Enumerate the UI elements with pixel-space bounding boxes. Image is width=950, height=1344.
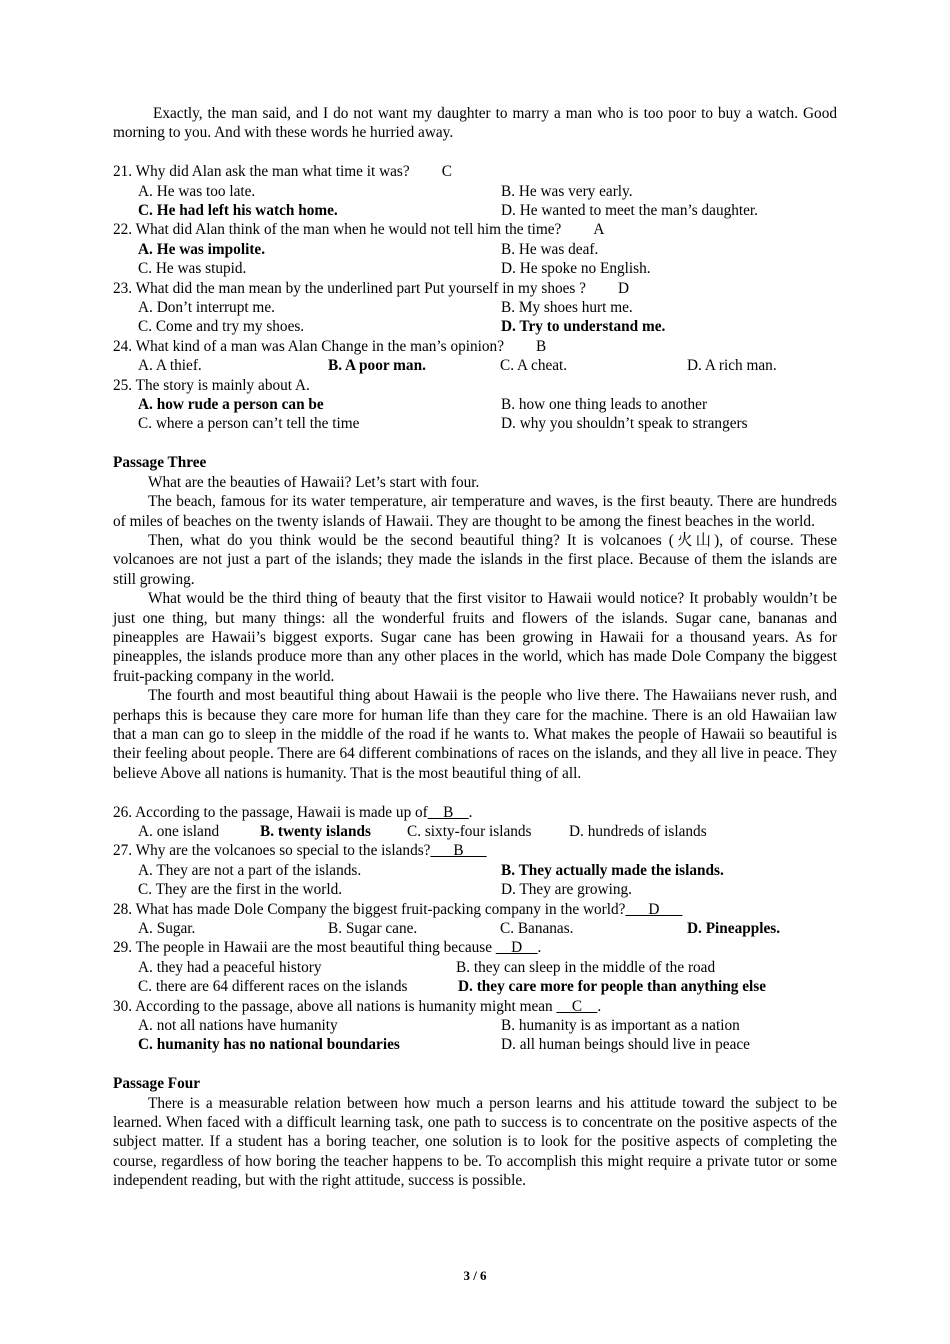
option-a: A. they had a peaceful history (138, 958, 322, 976)
answer-key: B (536, 337, 547, 355)
answer-key: C (441, 163, 452, 181)
option-d: D. He spoke no English. (501, 260, 651, 278)
option-d: D. They are growing. (501, 881, 632, 899)
question-27 (113, 841, 837, 899)
answer-key: D (617, 279, 630, 297)
question-28 (113, 900, 837, 939)
option-b-correct: B. twenty islands (260, 822, 371, 840)
option-b: B. they can sleep in the middle of the road (456, 958, 716, 976)
option-a-correct: A. He was impolite. (138, 240, 266, 258)
question-22 (113, 220, 837, 278)
question-stem: 24. What kind of a man was Alan Change in the man’s opinion? (113, 337, 504, 355)
option-d-correct: D. Try to understand me. (501, 318, 666, 336)
stem-tail: . (537, 939, 542, 957)
option-d: D. hundreds of islands (569, 822, 707, 840)
question-30 (113, 997, 837, 1055)
answer-blank: ___B___ (430, 842, 487, 860)
option-c: C. where a person can’t tell the time (138, 415, 360, 433)
option-c: C. there are 64 different races on the islands (138, 978, 408, 996)
option-b: B. He was deaf. (501, 240, 599, 258)
option-c: C. Come and try my shoes. (138, 318, 305, 336)
answer-key: A (593, 221, 605, 239)
passage-four-heading: Passage Four (113, 1075, 201, 1093)
question-stem: 25. The story is mainly about A. (113, 376, 310, 394)
option-c: C. Bananas. (500, 920, 574, 938)
option-c: C. They are the first in the world. (138, 881, 343, 899)
question-26 (113, 803, 837, 842)
option-d: D. all human beings should live in peace (501, 1036, 750, 1054)
page-number: 3 / 6 (463, 1268, 487, 1283)
option-c-correct: C. He had left his watch home. (138, 202, 338, 220)
stem-tail: . (468, 803, 473, 821)
question-stem: 21. Why did Alan ask the man what time it was? (113, 163, 410, 181)
question-stem: 28. What has made Dole Company the biggest fruit-packing company in the world? (113, 900, 626, 918)
answer-blank: __C__ (556, 997, 598, 1015)
question-23 (113, 279, 837, 337)
passage-three-paragraph: The fourth and most beautiful thing about Hawaii is the people who live there. The Hawaiians never rush, and perhaps this is because they care more for human life than they care for the machine. There is an old Hawaiian law that a man can go to sleep in the middle of the road if he wants to. What makes the people of Hawaii so beautiful is their feeling about people. There are 64 different combinations of races on the islands, and they all live in peace. They believe Above all nations is humanity. That is the most beautiful thing of all. (113, 687, 837, 782)
option-a: A. They are not a part of the islands. (138, 861, 362, 879)
passage-three-paragraph: What are the beauties of Hawaii? Let’s start with four. (148, 473, 480, 491)
option-b-correct: B. A poor man. (328, 357, 426, 375)
option-c-correct: C. humanity has no national boundaries (138, 1036, 400, 1054)
option-d-correct: D. Pineapples. (687, 920, 781, 938)
question-25 (113, 376, 837, 434)
option-a: A. one island (138, 822, 220, 840)
option-a: A. He was too late. (138, 182, 256, 200)
question-stem: 23. What did the man mean by the underlined part Put yourself in my shoes ? (113, 279, 586, 297)
passage-three-heading: Passage Three (113, 454, 207, 472)
document-page (113, 104, 837, 1191)
option-b: B. He was very early. (501, 182, 633, 200)
answer-blank: ___D___ (625, 900, 683, 918)
question-21 (113, 162, 837, 220)
option-b: B. Sugar cane. (328, 920, 418, 938)
answer-blank: __D__ (495, 939, 538, 957)
passage-four-paragraph: There is a measurable relation between how much a person learns and his attitude toward the subject to be learned. When faced with a difficult learning task, one path to success is to concentrate on the positive aspects of the subject matter. If a student has a boring teacher, one solution is to look for the positive aspects of completing the course, regardless of how boring the teacher happens to be. To accomplish this might require a private tutor or some independent reading, but with the right attitude, success is possible. (113, 1094, 837, 1190)
option-d-correct: D. they care more for people than anything else (458, 978, 767, 996)
question-24 (113, 337, 837, 376)
option-a: A. Don’t interrupt me. (138, 299, 275, 317)
question-29 (113, 938, 837, 996)
intro-paragraph: Exactly, the man said, and I do not want my daughter to marry a man who is too poor to buy a watch. Good morning to you. And with these words he hurried away. (113, 105, 837, 142)
option-d: D. why you shouldn’t speak to strangers (501, 415, 748, 433)
question-stem: 30. According to the passage, above all nations is humanity might mean (113, 997, 553, 1015)
passage-three-paragraph: The beach, famous for its water temperature, air temperature and waves, is the first beauty. There are hundreds of miles of beaches on the twenty islands of Hawaii. They are thought to be among the finest beaches in the world. (113, 493, 837, 530)
option-b: B. My shoes hurt me. (501, 299, 633, 317)
passage-three-paragraph: Then, what do you think would be the second beautiful thing? It is volcanoes (火山), of course. These volcanoes are not just a part of the islands; they made the islands in the first place. Because of them the islands are still growing. (113, 531, 837, 588)
question-stem: 22. What did Alan think of the man when he would not tell him the time? (113, 221, 562, 239)
option-b: B. humanity is as important as a nation (501, 1017, 740, 1035)
stem-tail: . (597, 997, 602, 1015)
option-d: D. A rich man. (687, 357, 777, 375)
option-c: C. A cheat. (500, 357, 568, 375)
option-a: A. A thief. (138, 357, 202, 375)
answer-blank: __B__ (427, 803, 469, 821)
option-d: D. He wanted to meet the man’s daughter. (501, 202, 758, 220)
option-c: C. He was stupid. (138, 260, 247, 278)
question-stem: 26. According to the passage, Hawaii is made up of (113, 803, 428, 821)
option-c: C. sixty-four islands (407, 822, 532, 840)
question-stem: 29. The people in Hawaii are the most beautiful thing because (113, 939, 493, 957)
passage-three-paragraph: What would be the third thing of beauty that the first visitor to Hawaii would notice? It probably wouldn’t be just one thing, but many things: all the wonderful fruits and flowers of the islands. Sugar cane, bananas and pineapples are Hawaii’s biggest exports. Sugar cane has been growing in Hawaii for a thousand years. As for pineapples, the islands produce more than any other places in the world, which has made Dole Company the biggest fruit-packing company in the world. (113, 590, 837, 685)
question-stem: 27. Why are the volcanoes so special to the islands? (113, 842, 431, 860)
option-a: A. Sugar. (138, 920, 196, 938)
option-a-correct: A. how rude a person can be (138, 396, 324, 414)
option-b: B. how one thing leads to another (501, 396, 708, 414)
option-a: A. not all nations have humanity (138, 1017, 338, 1035)
option-b-correct: B. They actually made the islands. (501, 861, 724, 879)
